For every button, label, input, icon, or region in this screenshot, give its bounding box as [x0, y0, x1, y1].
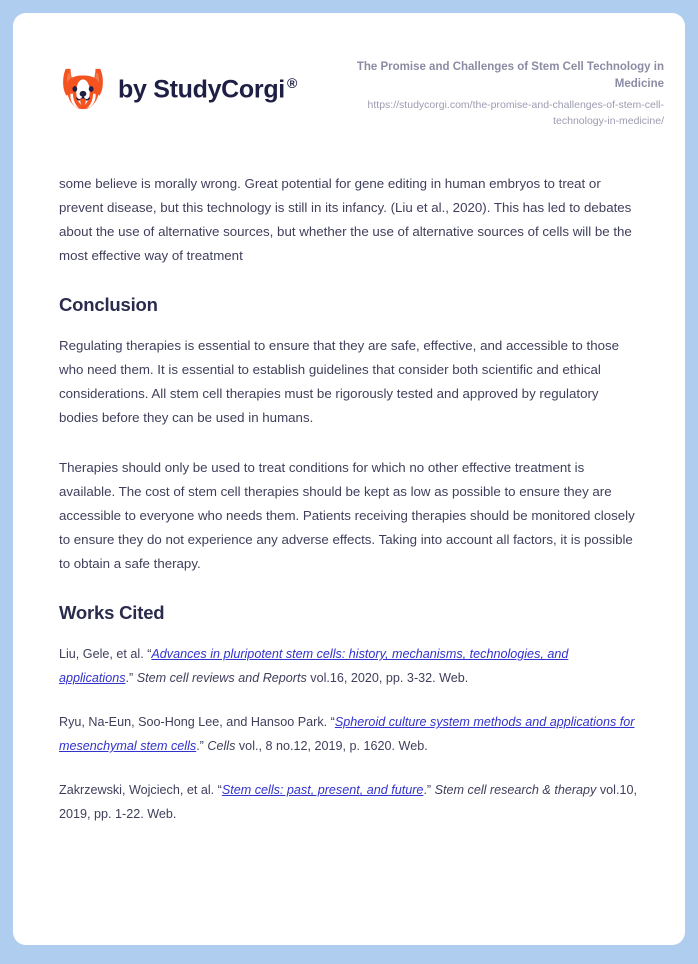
conclusion-paragraph-1: Regulating therapies is essential to ensure that they are safe, effective, and accessible to those who need them. It is essential to establish guidelines that consider both scientific and ethical considerations. All stem cell therapies must be rigorously tested and approved by regulatory bodies before they can be used in humans. — [59, 338, 620, 426]
conclusion-paragraph-2: Therapies should only be used to treat conditions for which no other effective treatment is available. The cost of stem cell therapies should be kept as low as possible to ensure they are accessible to everyone who needs them. Patients receiving therapies should be monitored closely to ensure they do not experience any adverse effects. Taking into account all factors, it is possible to obtain a safe therapy. — [59, 460, 635, 572]
document-paper — [13, 13, 685, 945]
corgi-logo-icon — [59, 65, 107, 113]
citation-entry — [59, 710, 639, 758]
citation-authors: Liu, Gele, et al. “ — [59, 647, 152, 662]
citation-title-link[interactable]: Stem cells: past, present, and future — [221, 783, 424, 798]
works-cited-heading: Works Cited — [59, 602, 165, 624]
citation-tail: vol., 8 no.12, 2019, p. 1620. Web. — [235, 739, 428, 754]
citation-tail: vol.10, 2019, pp. 1-22. Web. — [59, 783, 637, 822]
document-url[interactable]: https://studycorgi.com/the-promise-and-challenges-of-stem-cell-technology-in-medicine/ — [367, 99, 664, 128]
works-cited-list — [59, 642, 639, 826]
citation-after-link: .” — [125, 671, 137, 686]
brand-lockup[interactable] — [59, 57, 297, 113]
citation-title-link[interactable]: Spheroid culture system methods and applications for mesenchymal stem cells — [59, 715, 635, 754]
document-title: The Promise and Challenges of Stem Cell Technology in Medicine — [356, 61, 664, 90]
citation-authors: Zakrzewski, Wojciech, et al. “ — [59, 783, 222, 798]
citation-authors: Ryu, Na-Eun, Soo-Hong Lee, and Hansoo Park. “ — [59, 715, 335, 730]
document-content — [13, 172, 685, 826]
header-meta — [319, 57, 664, 130]
citation-journal: Stem cell reviews and Reports — [136, 671, 307, 686]
intro-paragraph: some believe is morally wrong. Great potential for gene editing in human embryos to treat or prevent disease, but this technology is still in its infancy. (Liu et al., 2020). This has led to debates about the use of alternative sources, but whether the use of alternative sources of cells will be the most effective way of treatment — [59, 175, 632, 263]
brand-wordmark-text: by StudyCorgi — [118, 75, 285, 104]
citation-after-link: .” — [423, 783, 435, 798]
citation-after-link: .” — [196, 739, 208, 754]
citation-journal: Stem cell research & therapy — [434, 783, 597, 798]
citation-entry — [59, 642, 639, 690]
citation-entry — [59, 778, 639, 826]
brand-wordmark — [118, 76, 297, 102]
document-header — [13, 13, 685, 130]
conclusion-heading: Conclusion — [59, 293, 158, 315]
citation-journal: Cells — [207, 739, 236, 754]
citation-tail: vol.16, 2020, pp. 3-32. Web. — [306, 671, 469, 686]
citation-title-link[interactable]: Advances in pluripotent stem cells: history, mechanisms, technologies, and applications — [59, 647, 569, 686]
registered-trademark-icon: ® — [286, 74, 297, 91]
